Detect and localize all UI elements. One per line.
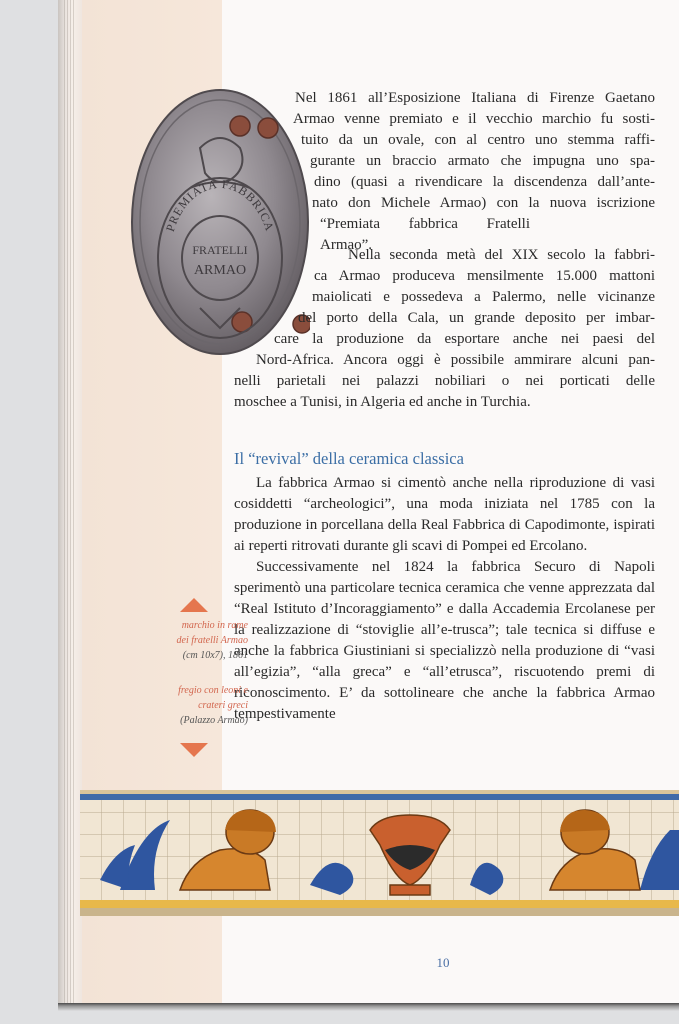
paragraph-4: Successivamente nel 1824 la fabbrica Securo di Napoli sperimentò una particolare tecnica ceramica che venne apprezzata dal “Real Istituto d’Incoraggiamento” e dalla Accademia Ercolanese per la realizzazione di “stoviglie all’e-trusca”; tale tecnica si diffuse e anche la fabbrica Giustiniani si specializzò nella produzione di “vasi all’egizia”, “alla greca” e “all’etrusca”, riscuotendo premi di riconoscimento. E’ da sottolineare che anche la fabbrica Armao tempestivamente — [234, 559, 655, 722]
paragraph-2-line: care la produzione da esportare anche nei paesi del — [274, 331, 655, 347]
stamp-center-line1: FRATELLI — [192, 243, 248, 257]
paragraph-1-line: dino (quasi a rivendicare la discendenza dall’ante- — [314, 174, 655, 190]
stamp-ring-inscription: PREMIATA FABBRICA — [162, 176, 278, 234]
stamp-center-line2: ARMAO — [193, 263, 247, 278]
book-spine — [58, 0, 82, 1003]
paragraph-2-line: del porto della Cala, un grande deposito per imbar- — [298, 310, 655, 326]
page-number: 10 — [436, 955, 450, 970]
image-captions — [118, 596, 248, 728]
paragraph-2-line: Nord-Africa. Ancora oggi è possibile ammirare alcuni pan- — [256, 352, 655, 368]
paragraph-2-line: moschee a Tunisi, in Algeria ed anche in Turchia. — [234, 394, 531, 410]
paragraph-3-block — [234, 473, 655, 725]
ceramic-frieze-image — [80, 790, 679, 916]
paragraph-2-line: maiolicati e possedeva a Palermo, nelle vicinanze — [312, 289, 655, 305]
caption-1-line-2: dei fratelli Armao — [176, 635, 248, 646]
book-page — [58, 0, 679, 1003]
paragraph-1-line: gurante un braccio armato che impugna uno spa- — [310, 153, 655, 169]
paragraph-3: La fabbrica Armao si cimentò anche nella riproduzione di vasi cosiddetti “archeologici”, una moda iniziata nel 1785 con la produzione in porcellana della Real Fabbrica di Capodimonte, ispirati ai reperti ritrovati durante gli scavi di Pompei ed Ercolano. — [234, 475, 655, 554]
section-heading: Il “revival” della ceramica classica — [234, 449, 464, 468]
paragraph-1-line: Armao venne premiato e il vecchio marchio fu sosti- — [293, 111, 655, 127]
caption-1-line-3: (cm 10x7), 1861 — [182, 650, 248, 661]
paragraph-1-line: “Premiata fabbrica Fratelli Armao”. — [320, 216, 530, 253]
caption-2-line-2: crateri greci — [198, 700, 248, 711]
paragraph-1-line: Nel 1861 all’Esposizione Italiana di Firenze Gaetano — [295, 90, 655, 106]
caption-1-line-1: marchio in rame — [181, 620, 248, 631]
page-bottom-shadow — [58, 1003, 679, 1011]
copper-stamp-image — [130, 88, 310, 356]
triangle-down-icon — [180, 743, 208, 757]
caption-2-line-1: fregio con leoni e — [178, 685, 248, 696]
caption-2-line-3: (Palazzo Armao) — [180, 715, 248, 726]
paragraph-2-line: nelli parietali nei palazzi nobiliari o nei porticati delle — [234, 373, 655, 389]
paragraph-2-line: ca Armao produceva mensilmente 15.000 mattoni — [314, 268, 655, 284]
paragraph-1-line: nato don Michele Armao) con la nuova iscrizione — [312, 195, 655, 211]
paragraph-2-line: Nella seconda metà del XIX secolo la fabbri- — [348, 247, 655, 263]
paragraph-1-line: tuito da un ovale, con al centro uno stemma raffi- — [301, 132, 655, 148]
